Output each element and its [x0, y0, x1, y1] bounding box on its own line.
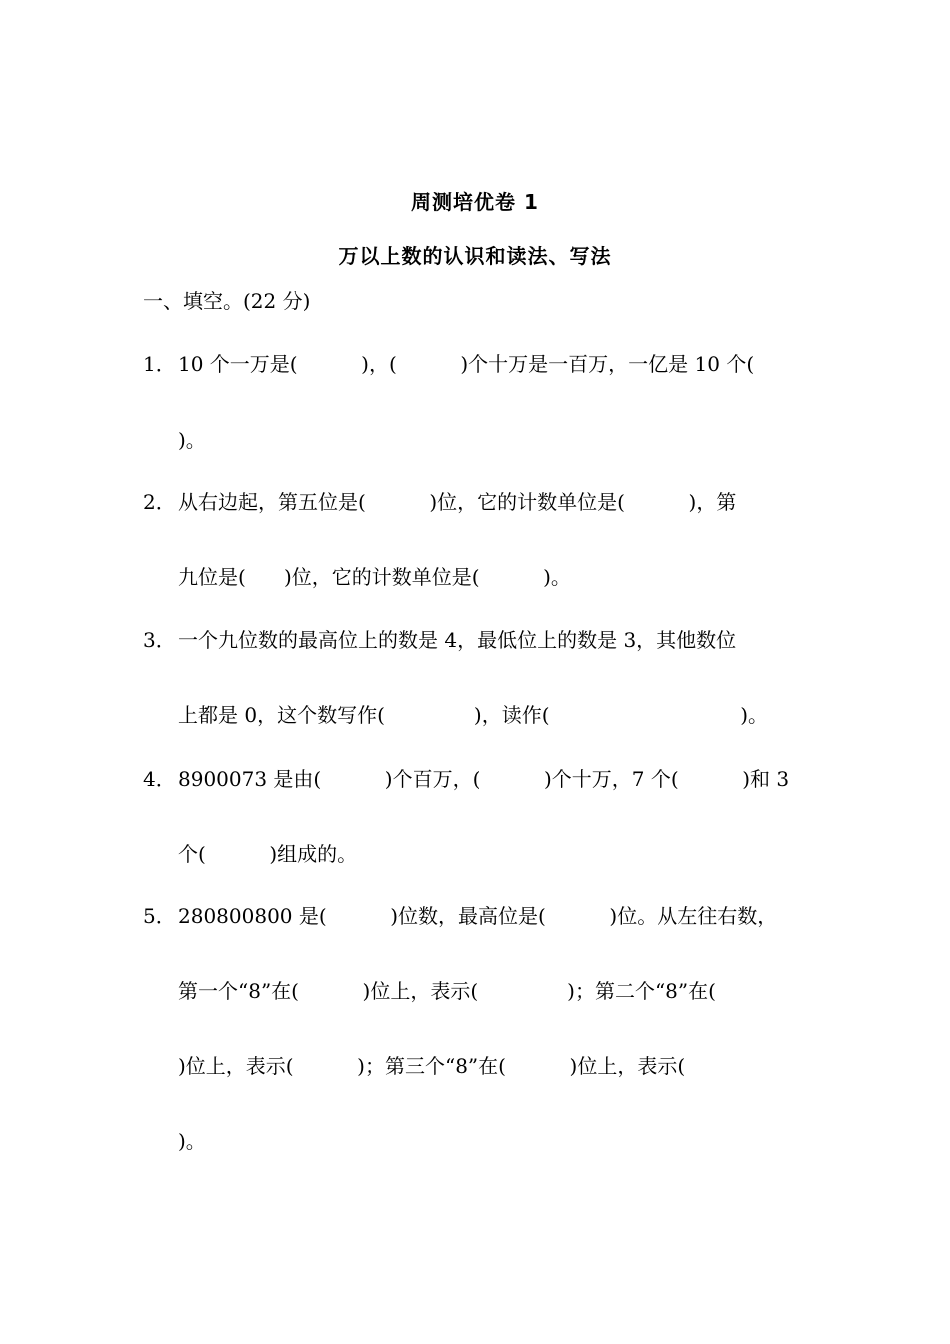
question-5-line-1: 280800800 是( )位数，最高位是( )位。从左往右数， — [178, 904, 778, 928]
question-2-line-2: 九位是( )位，它的计数单位是( )。 — [178, 565, 571, 589]
question-5-line-2: 第一个“8”在( )位上，表示( )；第二个“8”在( — [178, 979, 716, 1003]
question-5-number: 5． — [143, 904, 176, 928]
question-2-line-1: 从右边起，第五位是( )位，它的计数单位是( )，第 — [178, 490, 737, 514]
question-4-line-2: 个( )组成的。 — [178, 842, 358, 866]
question-3-line-2: 上都是 0，这个数写作( )，读作( )。 — [178, 703, 769, 727]
question-1-number: 1． — [143, 352, 176, 376]
section-heading: 一、填空。(22 分) — [143, 289, 311, 313]
question-5-line-3: )位上，表示( )；第三个“8”在( )位上，表示( — [178, 1054, 686, 1078]
question-3-number: 3． — [143, 628, 176, 652]
worksheet-title: 周测培优卷 1 — [411, 190, 539, 214]
question-4-number: 4． — [143, 767, 176, 791]
worksheet-subtitle: 万以上数的认识和读法、写法 — [338, 244, 612, 268]
question-1-line-2: )。 — [178, 428, 206, 452]
question-5-line-4: )。 — [178, 1129, 206, 1153]
question-3-line-1: 一个九位数的最高位上的数是 4，最低位上的数是 3，其他数位 — [178, 628, 737, 652]
question-2-number: 2． — [143, 490, 176, 514]
question-1-line-1: 10 个一万是( )，( )个十万是一百万，一亿是 10 个( — [178, 352, 755, 376]
question-4-line-1: 8900073 是由( )个百万，( )个十万，7 个( )和 3 — [178, 767, 790, 791]
